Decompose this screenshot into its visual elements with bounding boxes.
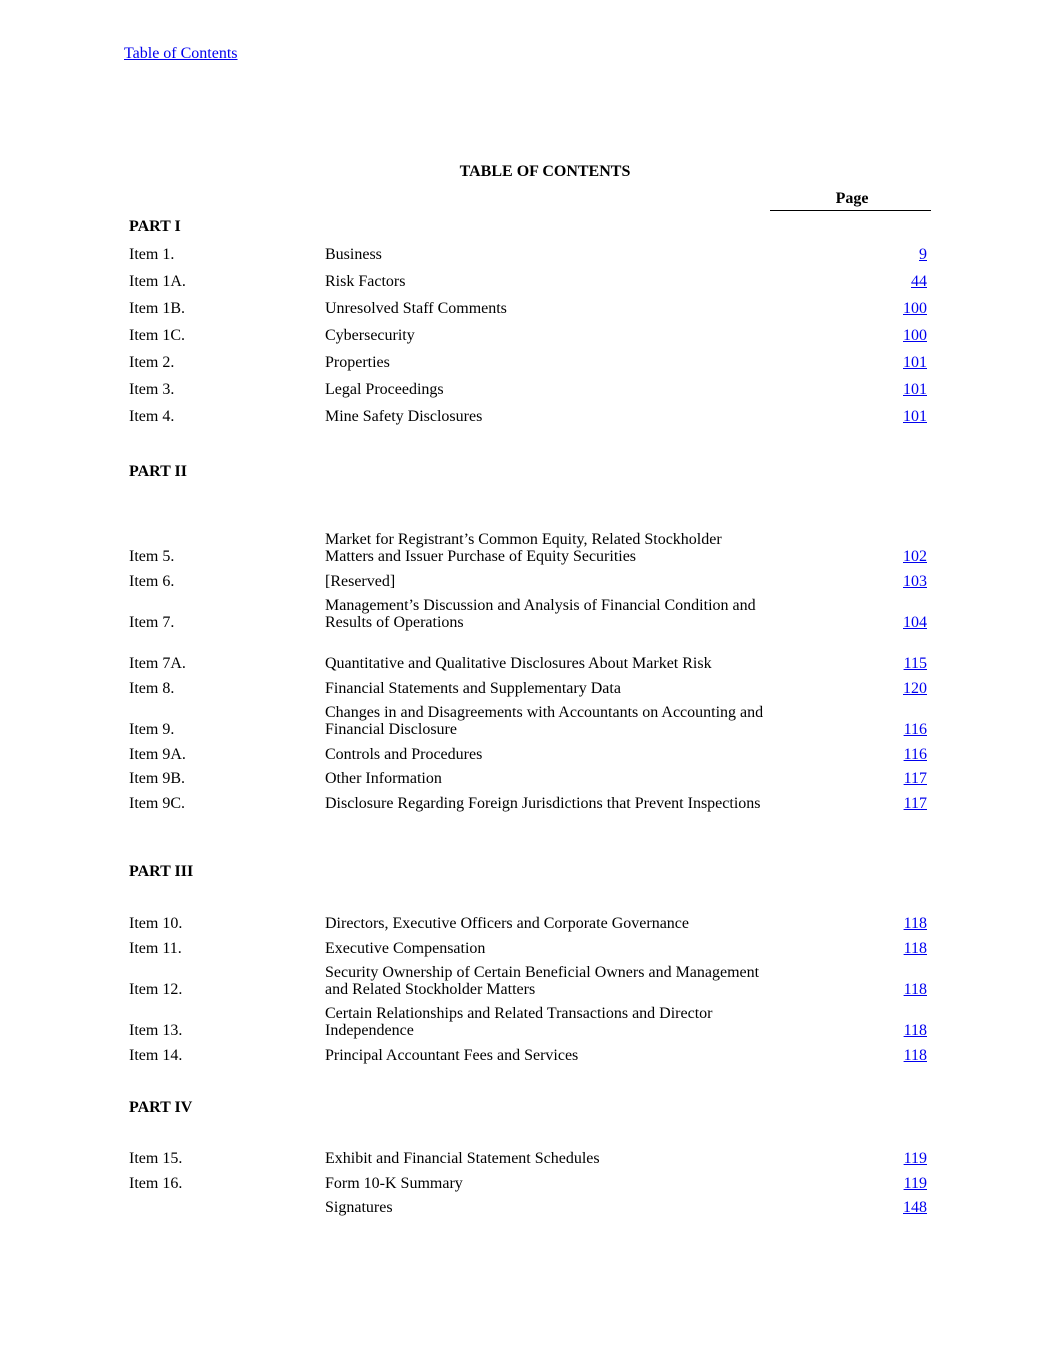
page-link[interactable]: 101 (903, 408, 927, 425)
page-link[interactable]: 100 (903, 300, 927, 317)
item-number: Item 9B. (129, 770, 185, 787)
toc-row (129, 915, 927, 932)
part-heading: PART I (129, 218, 181, 235)
item-description: Security Ownership of Certain Beneficial Owners and Management and Related Stockholder Matters (325, 964, 760, 998)
toc-row (129, 327, 927, 344)
part-heading: PART III (129, 863, 194, 880)
item-description: Controls and Procedures (325, 746, 483, 763)
item-number: Item 4. (129, 408, 175, 425)
item-number: Item 1C. (129, 327, 185, 344)
toc-row (129, 746, 927, 763)
toc-row (129, 770, 927, 787)
page-link[interactable]: 118 (903, 1047, 927, 1064)
page-link[interactable]: 101 (903, 354, 927, 371)
item-description: Business (325, 246, 382, 263)
item-number: Item 7A. (129, 655, 186, 672)
page-link[interactable]: 44 (911, 273, 927, 290)
item-description: Form 10-K Summary (325, 1175, 463, 1192)
item-description: Principal Accountant Fees and Services (325, 1047, 579, 1064)
item-number: Item 8. (129, 680, 175, 697)
item-number: Item 9C. (129, 795, 185, 812)
item-number: Item 3. (129, 381, 175, 398)
toc-row (129, 704, 927, 738)
item-number: Item 16. (129, 1175, 183, 1192)
toc-row (129, 300, 927, 317)
item-description: Unresolved Staff Comments (325, 300, 507, 317)
item-number: Item 12. (129, 981, 183, 998)
page-link[interactable]: 100 (903, 327, 927, 344)
item-description: Directors, Executive Officers and Corporate Governance (325, 915, 689, 932)
item-description: Signatures (325, 1199, 393, 1216)
toc-row (129, 940, 927, 957)
item-number: Item 13. (129, 1022, 183, 1039)
item-number: Item 7. (129, 614, 175, 631)
item-number: Item 1. (129, 246, 175, 263)
page-link[interactable]: 117 (903, 770, 927, 787)
toc-row (129, 573, 927, 590)
page-link[interactable]: 103 (903, 573, 927, 590)
page-link[interactable]: 148 (903, 1199, 927, 1216)
item-number: Item 9. (129, 721, 175, 738)
item-description: Legal Proceedings (325, 381, 444, 398)
item-description: Market for Registrant’s Common Equity, Related Stockholder Matters and Issuer Purchase of Equity Securities (325, 531, 722, 565)
page-link[interactable]: 117 (903, 795, 927, 812)
toc-row (129, 273, 927, 290)
toc-row (129, 655, 927, 672)
item-number: Item 10. (129, 915, 183, 932)
page-link[interactable]: 104 (903, 614, 927, 631)
page-title: TABLE OF CONTENTS (459, 163, 631, 180)
part-heading: PART IV (129, 1099, 193, 1116)
item-description: Exhibit and Financial Statement Schedules (325, 1150, 600, 1167)
toc-row (129, 597, 927, 631)
item-number: Item 6. (129, 573, 175, 590)
toc-row (129, 531, 927, 565)
item-number: Item 9A. (129, 746, 186, 763)
item-number: Item 1A. (129, 273, 186, 290)
toc-row (129, 680, 927, 697)
page-column-header: Page (835, 190, 869, 207)
part-heading: PART II (129, 463, 187, 480)
toc-row (129, 381, 927, 398)
item-number: Item 1B. (129, 300, 185, 317)
item-description: Financial Statements and Supplementary Data (325, 680, 621, 697)
toc-row (129, 246, 927, 263)
item-number: Item 14. (129, 1047, 183, 1064)
item-description: Executive Compensation (325, 940, 486, 957)
item-description: Management’s Discussion and Analysis of Financial Condition and Results of Operations (325, 597, 756, 631)
page-link[interactable]: 116 (903, 721, 927, 738)
item-description: [Reserved] (325, 573, 396, 590)
page-link[interactable]: 120 (903, 680, 927, 697)
toc-row (129, 408, 927, 425)
item-description: Properties (325, 354, 390, 371)
page-link[interactable]: 118 (903, 981, 927, 998)
item-description: Cybersecurity (325, 327, 415, 344)
page-link[interactable]: 118 (903, 1022, 927, 1039)
item-number: Item 15. (129, 1150, 183, 1167)
item-description: Disclosure Regarding Foreign Jurisdictions that Prevent Inspections (325, 795, 761, 812)
page-link[interactable]: 102 (903, 548, 927, 565)
toc-row (129, 1150, 927, 1167)
page-link[interactable]: 115 (903, 655, 927, 672)
toc-row (129, 964, 927, 998)
item-number: Item 5. (129, 548, 175, 565)
item-description: Changes in and Disagreements with Accountants on Accounting and Financial Disclosure (325, 704, 764, 738)
page-link[interactable]: 9 (919, 246, 927, 263)
item-description: Mine Safety Disclosures (325, 408, 483, 425)
toc-row (129, 795, 927, 812)
item-description: Certain Relationships and Related Transactions and Director Independence (325, 1005, 713, 1039)
item-number: Item 11. (129, 940, 182, 957)
item-description: Other Information (325, 770, 442, 787)
toc-row (129, 1047, 927, 1064)
toc-row (129, 354, 927, 371)
toc-row (129, 1175, 927, 1192)
page-link[interactable]: 118 (903, 940, 927, 957)
page-link[interactable]: 101 (903, 381, 927, 398)
page-header-rule (770, 210, 931, 211)
page-link[interactable]: 116 (903, 746, 927, 763)
page-link[interactable]: 118 (903, 915, 927, 932)
item-description: Quantitative and Qualitative Disclosures About Market Risk (325, 655, 712, 672)
toc-row (129, 1199, 927, 1216)
page-link[interactable]: 119 (903, 1150, 927, 1167)
toc-row (129, 1005, 927, 1039)
item-number: Item 2. (129, 354, 175, 371)
item-description: Risk Factors (325, 273, 406, 290)
page-link[interactable]: 119 (903, 1175, 927, 1192)
table-of-contents-link[interactable]: Table of Contents (124, 45, 238, 62)
